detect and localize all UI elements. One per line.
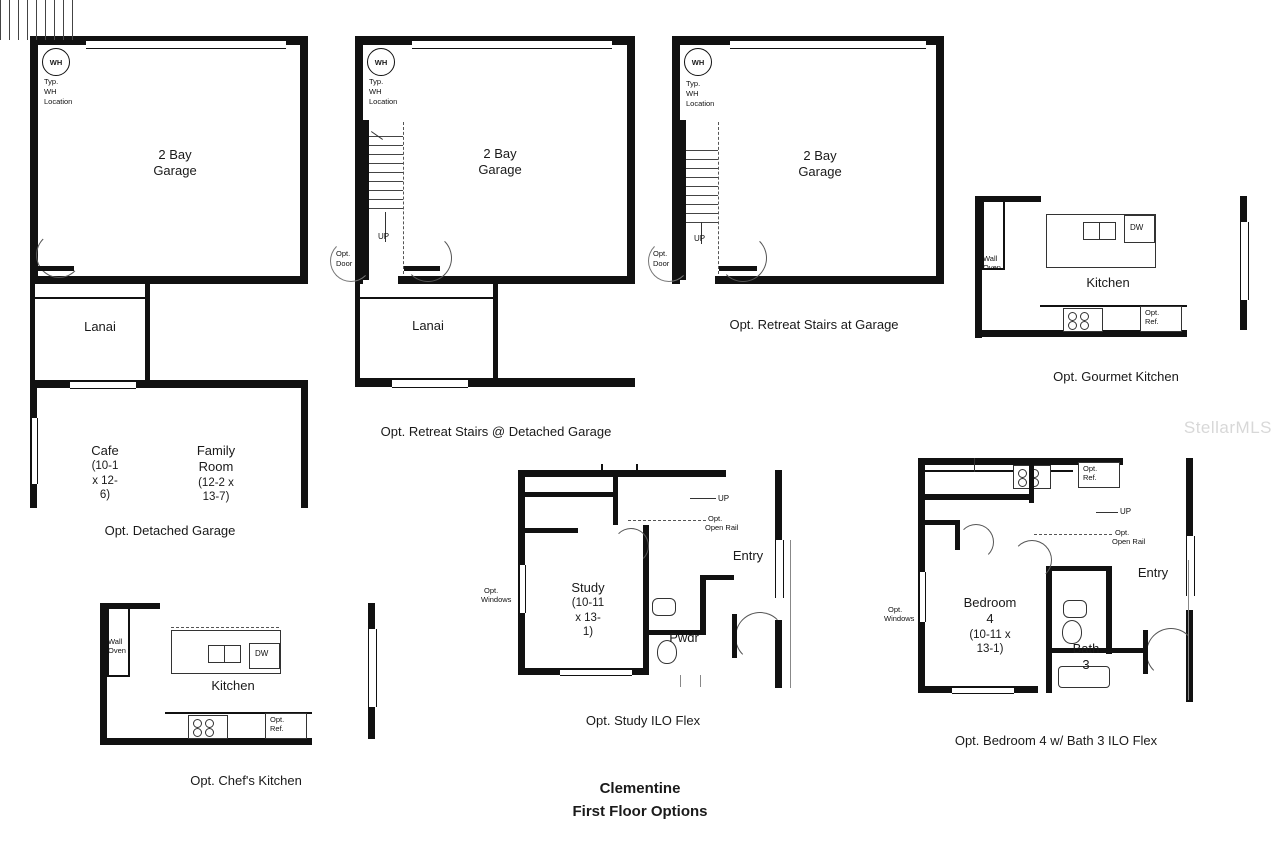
room-label-garage: 2 Bay Garage [798, 148, 842, 180]
door-leaf [719, 266, 757, 271]
garage-door [730, 40, 926, 49]
room-label-bath3: Bath 3 [1072, 641, 1100, 673]
caption-retreat-stairs-detached: Opt. Retreat Stairs @ Detached Garage [380, 424, 612, 439]
burner-icon [1080, 312, 1089, 321]
opt-open-rail-line2: Open Rail [705, 523, 739, 532]
door-leaf [404, 266, 440, 271]
porch-line [680, 675, 681, 687]
burner-icon [205, 719, 214, 728]
porch-line [700, 675, 701, 687]
watermark: StellarMLS [1183, 418, 1272, 437]
room-label-entry: Entry [1137, 565, 1169, 580]
stair-treads [0, 0, 72, 38]
burner-icon [1018, 478, 1027, 487]
island-overhang [171, 627, 279, 628]
caption-gourmet-kitchen: Opt. Gourmet Kitchen [1053, 369, 1179, 384]
door-swing-arc [613, 528, 649, 564]
stair-direction-line [690, 498, 716, 499]
opt-open-rail-line2: Open Rail [1112, 537, 1146, 546]
wall [1052, 566, 1110, 571]
stair-up-label: UP [718, 494, 730, 503]
room-label-study: Study (10-11 x 13-1) [571, 580, 605, 638]
dishwasher-label: DW [255, 649, 269, 658]
opt-windows-line1: Opt. [484, 586, 499, 595]
wall [1240, 196, 1247, 222]
wall [627, 36, 635, 284]
wall [368, 707, 375, 739]
wall [975, 196, 1041, 202]
caption-study-ilo-flex: Opt. Study ILO Flex [585, 713, 701, 728]
room-label-lanai: Lanai [412, 318, 444, 333]
window [31, 418, 38, 484]
stair-treads [686, 150, 718, 222]
room-label-lanai: Lanai [84, 319, 116, 334]
lavatory-sink [1063, 600, 1087, 618]
wall [301, 380, 308, 508]
wh-note-line2: WH [686, 89, 699, 98]
wall [368, 603, 375, 629]
opt-open-rail-line1: Opt. [708, 514, 723, 523]
wall [936, 36, 944, 284]
sheet-title [573, 778, 708, 823]
room-label-garage: 2 Bay Garage [478, 146, 522, 178]
burner-icon [1018, 469, 1027, 478]
stair-dashed-edge [1034, 534, 1112, 535]
water-heater-icon: WH [367, 48, 395, 76]
door-leaf [1143, 630, 1148, 674]
sink-basin [208, 645, 225, 663]
stair-up-label: UP [378, 232, 390, 241]
wh-note-line3: Location [369, 97, 398, 106]
opt-door-line1: Opt. [653, 249, 668, 258]
window [368, 629, 377, 707]
cabinet-line [128, 609, 130, 675]
burner-icon [1068, 312, 1077, 321]
room-label-garage: 2 Bay Garage [153, 147, 197, 179]
door-swing-arc [1012, 540, 1052, 580]
wh-note-line2: WH [44, 87, 57, 96]
detail-line [974, 458, 975, 472]
window [519, 565, 526, 613]
wall-oven-line1: Wall [983, 254, 998, 263]
lavatory-sink [652, 598, 676, 616]
opt-ref-line2: Ref. [1083, 473, 1097, 482]
wall [1106, 566, 1112, 654]
wall [975, 196, 982, 338]
water-heater-icon: WH [42, 48, 70, 76]
opt-ref-line2: Ref. [270, 724, 284, 733]
wall [918, 520, 958, 525]
sink-basin [1083, 222, 1100, 240]
opt-windows-line1: Opt. [888, 605, 903, 614]
wh-note-line2: WH [369, 87, 382, 96]
opt-door-line2: Door [336, 259, 353, 268]
room-label-cafe: Cafe (10-1 x 12-6) [91, 443, 119, 501]
room-label-kitchen: Kitchen [211, 678, 255, 693]
wall [100, 738, 312, 745]
burner-icon [1080, 321, 1089, 330]
wall [706, 575, 734, 580]
room-label-bedroom4: Bedroom 4 (10-11 x 13-1) [963, 595, 1017, 655]
wall-oven-line2: Oven [108, 646, 126, 655]
opt-windows-line2: Windows [884, 614, 915, 623]
window [560, 669, 632, 676]
wh-note-line3: Location [686, 99, 715, 108]
window [1240, 222, 1249, 300]
porch-line [1188, 560, 1189, 700]
wall [518, 470, 726, 477]
door-swing-arc [735, 612, 785, 662]
burner-icon [205, 728, 214, 737]
wall [100, 603, 107, 745]
wall [300, 36, 308, 284]
sheet-title-subtitle: First Floor Options [572, 802, 708, 820]
lanai-edge [360, 297, 494, 299]
wh-note-line1: Typ. [369, 77, 384, 86]
cabinet-line [1003, 202, 1005, 268]
wall [918, 494, 1034, 500]
caption-bedroom4-ilo-flex: Opt. Bedroom 4 w/ Bath 3 ILO Flex [954, 733, 1158, 748]
window [952, 687, 1014, 694]
caption-chefs-kitchen: Opt. Chef's Kitchen [190, 773, 302, 788]
stair-dashed-edge [628, 520, 706, 521]
opt-ref-line1: Opt. [1145, 308, 1160, 317]
sheet-title-plan-name: Clementine [599, 780, 681, 797]
wall-oven-line2: Oven [983, 263, 1001, 272]
wh-note-line1: Typ. [686, 79, 701, 88]
opt-open-rail-line1: Opt. [1115, 528, 1130, 537]
burner-icon [193, 728, 202, 737]
sink-basin [1099, 222, 1116, 240]
room-label-powder: Pwdr [669, 630, 699, 645]
wh-note-line3: Location [44, 97, 73, 106]
room-label-entry: Entry [732, 548, 764, 563]
window [919, 572, 926, 622]
wall [30, 276, 308, 284]
opt-ref-line2: Ref. [1145, 317, 1159, 326]
detail-line [636, 464, 638, 472]
stair-direction-line [1096, 512, 1118, 513]
room-label-kitchen: Kitchen [1086, 275, 1130, 290]
wall [100, 603, 160, 609]
wall [700, 575, 706, 635]
water-heater-icon: WH [684, 48, 712, 76]
stair-up-label: UP [1120, 507, 1132, 516]
stair-wall [613, 470, 618, 525]
door-leaf [38, 266, 74, 271]
detail-line [601, 464, 603, 472]
burner-icon [193, 719, 202, 728]
opt-door-line1: Opt. [336, 249, 351, 258]
window [775, 540, 784, 598]
dishwasher-label: DW [1130, 223, 1144, 232]
wh-note-line1: Typ. [44, 77, 59, 86]
wall [1029, 458, 1034, 503]
cabinet-line [107, 675, 130, 677]
stair-up-label: UP [694, 234, 706, 243]
door-swing-arc [404, 234, 452, 282]
opt-ref-line1: Opt. [1083, 464, 1098, 473]
wall [518, 528, 578, 533]
opt-windows-line2: Windows [481, 595, 512, 604]
garage-door [412, 40, 612, 49]
room-label-family-room: Family Room (12-2 x 13-7) [196, 443, 236, 503]
sink-basin [224, 645, 241, 663]
opt-door-line2: Door [653, 259, 670, 268]
wall [1112, 648, 1146, 653]
burner-icon [1068, 321, 1077, 330]
wall [1186, 458, 1193, 536]
garage-door [86, 40, 286, 49]
window [392, 379, 468, 388]
opt-ref-line1: Opt. [270, 715, 285, 724]
window [70, 381, 136, 389]
lanai-edge [35, 297, 147, 299]
caption-detached-garage: Opt. Detached Garage [104, 523, 236, 538]
door-leaf [732, 614, 737, 658]
door-swing-arc [36, 232, 82, 278]
stair-wall [518, 492, 618, 497]
wall-oven-line1: Wall [108, 637, 123, 646]
porch-line [790, 540, 791, 688]
wall [1240, 300, 1247, 330]
door-swing-arc [719, 234, 767, 282]
wall [1046, 566, 1052, 693]
door-swing-arc [958, 524, 994, 560]
caption-retreat-stairs-garage: Opt. Retreat Stairs at Garage [729, 317, 899, 332]
stair-treads [369, 136, 403, 208]
